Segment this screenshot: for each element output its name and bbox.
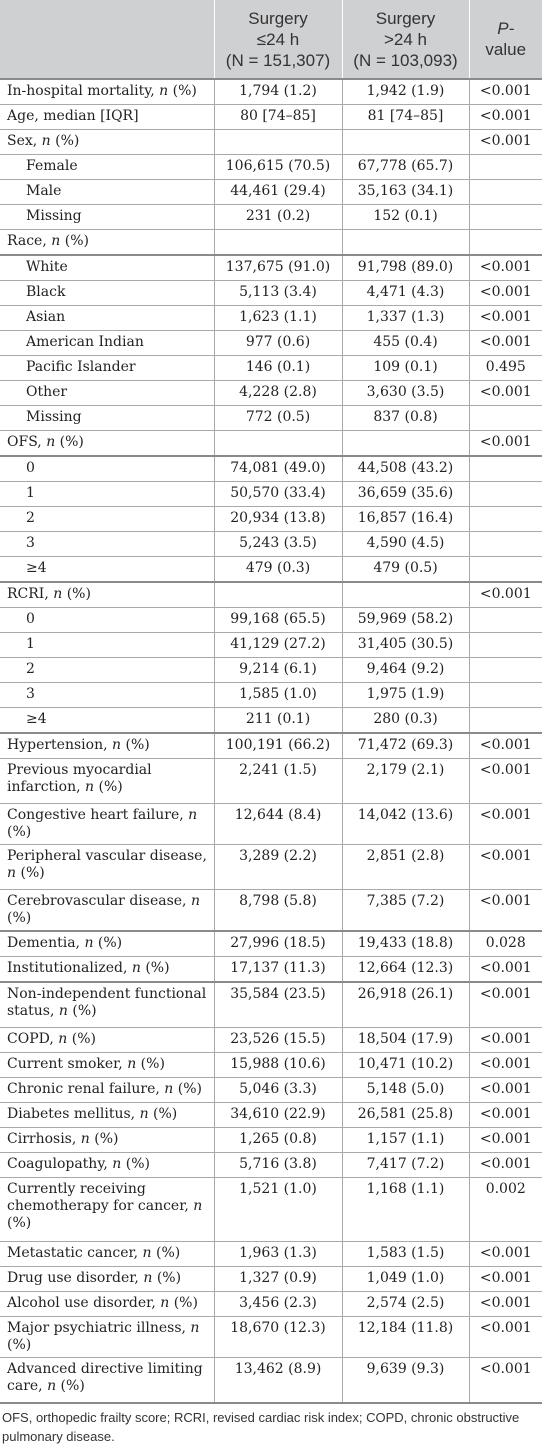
row-label: Congestive heart failure, n (%) [0,804,214,845]
cell-le24 [214,130,342,155]
header-gt24-line3: (N = 103,093) [353,50,458,70]
cell-le24: 9,214 (6.1) [214,658,342,683]
cell-gt24 [342,130,469,155]
table-row [0,1128,542,1153]
cell-gt24: 91,798 (89.0) [342,255,469,281]
cell-le24: 5,046 (3.3) [214,1078,342,1103]
cell-le24: 3,456 (2.3) [214,1292,342,1317]
cell-gt24: 1,337 (1.3) [342,306,469,331]
cell-pvalue: <0.001 [469,306,542,331]
row-label: Missing [0,406,214,431]
cell-gt24: 9,639 (9.3) [342,1358,469,1404]
cell-gt24: 16,857 (16.4) [342,507,469,532]
cell-gt24: 109 (0.1) [342,356,469,381]
cell-pvalue: <0.001 [469,1267,542,1292]
cell-pvalue [469,205,542,230]
cell-le24: 211 (0.1) [214,708,342,734]
header-p-line1: P- [497,19,515,38]
row-label: Major psychiatric illness, n (%) [0,1317,214,1358]
cell-pvalue: <0.001 [469,431,542,457]
cell-gt24: 4,590 (4.5) [342,532,469,557]
row-label: 1 [0,633,214,658]
row-label: ≥4 [0,708,214,734]
cell-gt24: 2,574 (2.5) [342,1292,469,1317]
header-surgery-le24 [214,0,342,79]
table-row [0,130,542,155]
cell-le24: 3,289 (2.2) [214,845,342,890]
cell-le24: 146 (0.1) [214,356,342,381]
cell-le24: 80 [74–85] [214,105,342,130]
cell-le24: 23,526 (15.5) [214,1028,342,1053]
cell-gt24: 455 (0.4) [342,331,469,356]
cell-gt24 [342,582,469,608]
row-label: COPD, n (%) [0,1028,214,1053]
cell-pvalue: <0.001 [469,733,542,759]
row-label: Male [0,180,214,205]
cell-pvalue [469,456,542,482]
row-label: 2 [0,507,214,532]
row-label: 0 [0,456,214,482]
cell-le24: 1,963 (1.3) [214,1242,342,1267]
header-le24-line3: (N = 151,307) [225,50,331,70]
cell-le24: 18,670 (12.3) [214,1317,342,1358]
table-row [0,456,542,482]
cell-pvalue: <0.001 [469,957,542,983]
table-row [0,155,542,180]
cell-le24: 20,934 (13.8) [214,507,342,532]
row-label: Race, n (%) [0,230,214,256]
cell-gt24: 59,969 (58.2) [342,608,469,633]
table-row [0,633,542,658]
cell-le24: 99,168 (65.5) [214,608,342,633]
header-surgery-gt24 [342,0,469,79]
row-label: 2 [0,658,214,683]
cell-pvalue: <0.001 [469,281,542,306]
cell-pvalue: <0.001 [469,255,542,281]
cell-le24 [214,431,342,457]
cell-le24: 1,265 (0.8) [214,1128,342,1153]
cell-le24: 137,675 (91.0) [214,255,342,281]
cell-pvalue [469,482,542,507]
row-label: Previous myocardial infarction, n (%) [0,759,214,804]
cell-gt24: 1,583 (1.5) [342,1242,469,1267]
row-label: White [0,255,214,281]
cell-gt24: 12,664 (12.3) [342,957,469,983]
table-row [0,255,542,281]
row-label: Current smoker, n (%) [0,1053,214,1078]
table-row [0,957,542,983]
table-row [0,331,542,356]
table-row [0,982,542,1028]
table-footnote: OFS, orthopedic frailty score; RCRI, revised cardiac risk index; COPD, chronic obstructive pulmonary disease. [2,1410,520,1444]
row-label: Female [0,155,214,180]
cell-gt24: 26,581 (25.8) [342,1103,469,1128]
table-body [0,79,542,1403]
header-pvalue [469,0,542,79]
row-label: Sex, n (%) [0,130,214,155]
row-label: ≥4 [0,557,214,583]
cell-gt24: 1,157 (1.1) [342,1128,469,1153]
cell-gt24: 2,179 (2.1) [342,759,469,804]
cell-le24: 106,615 (70.5) [214,155,342,180]
cell-pvalue: <0.001 [469,982,542,1028]
row-label: RCRI, n (%) [0,582,214,608]
header-gt24-line2: >24 h [383,29,427,49]
cell-gt24: 7,385 (7.2) [342,890,469,932]
row-label: Other [0,381,214,406]
row-label: Peripheral vascular disease, n (%) [0,845,214,890]
cell-pvalue: <0.001 [469,1053,542,1078]
cell-pvalue: <0.001 [469,331,542,356]
cell-pvalue: <0.001 [469,1153,542,1178]
cell-le24: 74,081 (49.0) [214,456,342,482]
row-label: Alcohol use disorder, n (%) [0,1292,214,1317]
cell-gt24: 5,148 (5.0) [342,1078,469,1103]
table-row [0,1103,542,1128]
table-row [0,582,542,608]
cell-pvalue: <0.001 [469,1358,542,1404]
row-label: Hypertension, n (%) [0,733,214,759]
table-row [0,1053,542,1078]
cell-gt24: 3,630 (3.5) [342,381,469,406]
cell-gt24: 9,464 (9.2) [342,658,469,683]
row-label: Cirrhosis, n (%) [0,1128,214,1153]
cell-le24 [214,230,342,256]
table-row [0,482,542,507]
cell-gt24: 81 [74–85] [342,105,469,130]
cell-pvalue [469,155,542,180]
row-label: Cerebrovascular disease, n (%) [0,890,214,932]
table-row [0,532,542,557]
table-row [0,1153,542,1178]
cell-gt24: 1,942 (1.9) [342,79,469,105]
cell-pvalue: <0.001 [469,105,542,130]
row-label: Chronic renal failure, n (%) [0,1078,214,1103]
cell-pvalue [469,658,542,683]
cell-gt24: 71,472 (69.3) [342,733,469,759]
cell-pvalue [469,180,542,205]
cell-le24: 35,584 (23.5) [214,982,342,1028]
table-row [0,804,542,845]
table-row [0,1178,542,1242]
cell-le24: 977 (0.6) [214,331,342,356]
cell-le24: 4,228 (2.8) [214,381,342,406]
cell-le24: 100,191 (66.2) [214,733,342,759]
row-label: 3 [0,683,214,708]
table-row [0,281,542,306]
header-blank [0,0,214,79]
cell-gt24: 837 (0.8) [342,406,469,431]
cell-le24: 13,462 (8.9) [214,1358,342,1404]
cell-pvalue [469,608,542,633]
cell-le24: 1,794 (1.2) [214,79,342,105]
cell-pvalue [469,683,542,708]
cell-gt24: 26,918 (26.1) [342,982,469,1028]
row-label: Non-independent functional status, n (%) [0,982,214,1028]
cell-gt24: 44,508 (43.2) [342,456,469,482]
table-row [0,230,542,256]
cell-pvalue: <0.001 [469,804,542,845]
cell-pvalue [469,406,542,431]
table-row [0,1292,542,1317]
cell-gt24: 19,433 (18.8) [342,931,469,957]
row-label: Institutionalized, n (%) [0,957,214,983]
cell-pvalue: <0.001 [469,1128,542,1153]
row-label: Pacific Islander [0,356,214,381]
cell-gt24: 1,168 (1.1) [342,1178,469,1242]
table-row [0,306,542,331]
table-row [0,683,542,708]
cell-pvalue: <0.001 [469,130,542,155]
cell-pvalue: 0.002 [469,1178,542,1242]
row-label: Metastatic cancer, n (%) [0,1242,214,1267]
row-label: Diabetes mellitus, n (%) [0,1103,214,1128]
table-row [0,931,542,957]
cell-pvalue: <0.001 [469,381,542,406]
cell-pvalue: 0.028 [469,931,542,957]
cell-pvalue: <0.001 [469,845,542,890]
row-label: Drug use disorder, n (%) [0,1267,214,1292]
table-row [0,1078,542,1103]
cell-le24: 44,461 (29.4) [214,180,342,205]
cell-pvalue [469,230,542,256]
cell-gt24: 1,975 (1.9) [342,683,469,708]
cell-le24: 2,241 (1.5) [214,759,342,804]
cell-le24 [214,582,342,608]
cell-gt24: 152 (0.1) [342,205,469,230]
table-row [0,733,542,759]
cell-gt24: 35,163 (34.1) [342,180,469,205]
row-label: Dementia, n (%) [0,931,214,957]
cell-pvalue: <0.001 [469,759,542,804]
cell-gt24: 12,184 (11.8) [342,1317,469,1358]
cell-gt24: 7,417 (7.2) [342,1153,469,1178]
cell-le24: 17,137 (11.3) [214,957,342,983]
cell-le24: 27,996 (18.5) [214,931,342,957]
cell-gt24: 18,504 (17.9) [342,1028,469,1053]
table-row [0,180,542,205]
cell-pvalue: <0.001 [469,1242,542,1267]
table-row [0,79,542,105]
header-row [0,0,542,79]
table-row [0,658,542,683]
row-label: Advanced directive limiting care, n (%) [0,1358,214,1404]
cell-le24: 50,570 (33.4) [214,482,342,507]
header-gt24-line1: Surgery [375,8,436,28]
cell-gt24: 67,778 (65.7) [342,155,469,180]
cell-gt24: 1,049 (1.0) [342,1267,469,1292]
cell-le24: 5,113 (3.4) [214,281,342,306]
cell-pvalue [469,532,542,557]
cell-le24: 1,327 (0.9) [214,1267,342,1292]
cell-le24: 5,716 (3.8) [214,1153,342,1178]
cell-pvalue [469,557,542,583]
cell-gt24: 2,851 (2.8) [342,845,469,890]
cell-gt24: 31,405 (30.5) [342,633,469,658]
cell-le24: 772 (0.5) [214,406,342,431]
table-row [0,356,542,381]
row-label: OFS, n (%) [0,431,214,457]
table-row [0,381,542,406]
table-row [0,1028,542,1053]
table-row [0,507,542,532]
row-label: Asian [0,306,214,331]
header-p-line2: value [485,40,527,59]
row-label: 0 [0,608,214,633]
row-label: Coagulopathy, n (%) [0,1153,214,1178]
row-label: American Indian [0,331,214,356]
header-le24-line2: ≤24 h [256,29,300,49]
cell-le24: 8,798 (5.8) [214,890,342,932]
cell-pvalue: <0.001 [469,1078,542,1103]
cell-pvalue: <0.001 [469,890,542,932]
cell-le24: 1,521 (1.0) [214,1178,342,1242]
cell-le24: 34,610 (22.9) [214,1103,342,1128]
table-row [0,890,542,932]
cell-pvalue: 0.495 [469,356,542,381]
table-row [0,431,542,457]
cell-gt24: 10,471 (10.2) [342,1053,469,1078]
cell-le24: 1,585 (1.0) [214,683,342,708]
cell-pvalue: <0.001 [469,1292,542,1317]
row-label: 1 [0,482,214,507]
table-row [0,406,542,431]
cell-pvalue [469,708,542,734]
row-label: Black [0,281,214,306]
table-row [0,1267,542,1292]
cell-pvalue: <0.001 [469,582,542,608]
table-header [0,0,542,79]
table-row [0,708,542,734]
cell-pvalue: <0.001 [469,1028,542,1053]
table-row [0,205,542,230]
row-label: Age, median [IQR] [0,105,214,130]
cell-gt24: 479 (0.5) [342,557,469,583]
cell-le24: 231 (0.2) [214,205,342,230]
cell-le24: 15,988 (10.6) [214,1053,342,1078]
cell-le24: 41,129 (27.2) [214,633,342,658]
cell-gt24: 4,471 (4.3) [342,281,469,306]
cell-le24: 479 (0.3) [214,557,342,583]
cell-pvalue: <0.001 [469,1103,542,1128]
table-row [0,608,542,633]
table-row [0,1317,542,1358]
table-row [0,1358,542,1404]
table-row [0,1242,542,1267]
row-label: Currently receiving chemotherapy for cancer, n (%) [0,1178,214,1242]
row-label: In-hospital mortality, n (%) [0,79,214,105]
cell-gt24: 280 (0.3) [342,708,469,734]
cell-pvalue: <0.001 [469,1317,542,1358]
cell-gt24 [342,230,469,256]
table-row [0,845,542,890]
row-label: 3 [0,532,214,557]
table-row [0,557,542,583]
cell-pvalue [469,633,542,658]
cell-gt24: 14,042 (13.6) [342,804,469,845]
header-le24-line1: Surgery [248,8,308,28]
cell-gt24: 36,659 (35.6) [342,482,469,507]
cell-le24: 1,623 (1.1) [214,306,342,331]
row-label: Missing [0,205,214,230]
cell-pvalue [469,507,542,532]
cell-le24: 5,243 (3.5) [214,532,342,557]
table-row [0,759,542,804]
cell-le24: 12,644 (8.4) [214,804,342,845]
table-row [0,105,542,130]
cell-gt24 [342,431,469,457]
cell-pvalue: <0.001 [469,79,542,105]
